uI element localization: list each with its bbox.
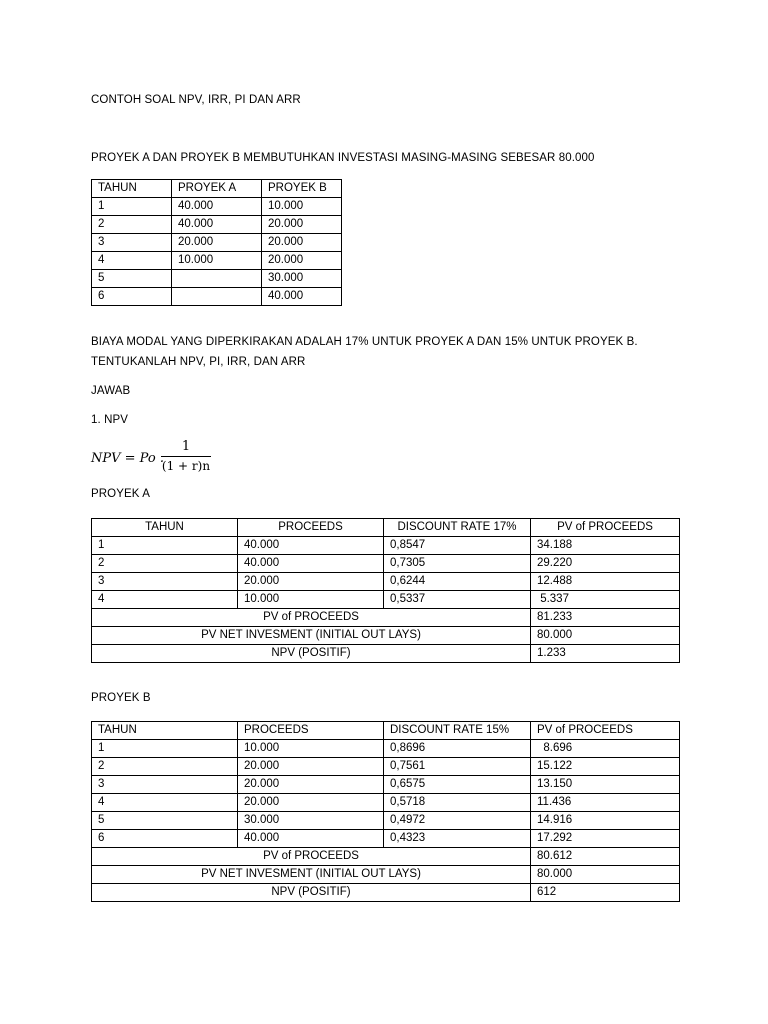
table-row <box>92 216 342 234</box>
header-cell: PROYEK B <box>262 180 342 198</box>
table-cell: 2 <box>92 758 238 776</box>
summary-value: 81.233 <box>531 609 680 627</box>
table-row <box>92 591 680 609</box>
header-cell: TAHUN <box>92 519 238 537</box>
table-cell: 6 <box>92 288 172 306</box>
table-cell: 3 <box>92 234 172 252</box>
table-cell: 13.150 <box>531 776 680 794</box>
table-cell: 11.436 <box>531 794 680 812</box>
summary-value: 80.000 <box>531 866 680 884</box>
header-cell: TAHUN <box>92 722 238 740</box>
table-cell: 0,4972 <box>384 812 531 830</box>
table-row <box>92 573 680 591</box>
npv-formula <box>91 438 241 482</box>
summary-label: PV of PROCEEDS <box>92 848 531 866</box>
table-cell <box>172 288 262 306</box>
summary-value: 1.233 <box>531 645 680 663</box>
section-npv-heading: 1. NPV <box>91 414 129 426</box>
table-cell: 20.000 <box>238 758 384 776</box>
table-cell: 40.000 <box>172 198 262 216</box>
table-cell: 20.000 <box>262 252 342 270</box>
cashflow-table <box>91 179 342 306</box>
table-cell: 6 <box>92 830 238 848</box>
table-cell: 10.000 <box>238 591 384 609</box>
header-cell: PV of PROCEEDS <box>531 722 680 740</box>
summary-row <box>92 866 680 884</box>
table-cell: 5.337 <box>531 591 680 609</box>
table-cell: 40.000 <box>262 288 342 306</box>
table-cell: 30.000 <box>262 270 342 288</box>
header-cell: PROCEEDS <box>238 722 384 740</box>
table-cell: 20.000 <box>262 216 342 234</box>
table-cell: 3 <box>92 776 238 794</box>
summary-value: 80.000 <box>531 627 680 645</box>
table-row <box>92 252 342 270</box>
table-cell: 5 <box>92 270 172 288</box>
table-row <box>92 740 680 758</box>
table-row <box>92 198 342 216</box>
table-row <box>92 830 680 848</box>
formula-denominator: (1 + r)n <box>161 459 211 473</box>
proyek-b-heading: PROYEK B <box>91 692 151 704</box>
proyek-b-table <box>91 721 680 902</box>
table-cell: 1 <box>92 537 238 555</box>
table-cell: 20.000 <box>238 794 384 812</box>
summary-row <box>92 645 680 663</box>
formula-lhs: NPV = Po . <box>91 451 164 466</box>
summary-label: NPV (POSITIF) <box>92 645 531 663</box>
table-cell: 0,6575 <box>384 776 531 794</box>
table-cell: 30.000 <box>238 812 384 830</box>
table-cell: 14.916 <box>531 812 680 830</box>
table-cell: 0,7561 <box>384 758 531 776</box>
summary-row <box>92 848 680 866</box>
table-cell: 15.122 <box>531 758 680 776</box>
table-cell: 29.220 <box>531 555 680 573</box>
fraction-bar <box>161 456 211 457</box>
table-row <box>92 288 342 306</box>
table-cell: 0,6244 <box>384 573 531 591</box>
summary-row <box>92 627 680 645</box>
table-cell: 10.000 <box>238 740 384 758</box>
intro-text: PROYEK A DAN PROYEK B MEMBUTUHKAN INVESTASI MASING-MASING SEBESAR 80.000 <box>91 152 595 164</box>
document-title: CONTOH SOAL NPV, IRR, PI DAN ARR <box>91 94 301 106</box>
table-cell: 4 <box>92 794 238 812</box>
header-cell: PROCEEDS <box>238 519 384 537</box>
table-cell: 20.000 <box>238 776 384 794</box>
table-cell: 0,8547 <box>384 537 531 555</box>
table-header-row <box>92 519 680 537</box>
formula-numerator: 1 <box>181 439 191 454</box>
table-cell: 10.000 <box>172 252 262 270</box>
table-cell: 3 <box>92 573 238 591</box>
summary-label: PV of PROCEEDS <box>92 609 531 627</box>
table-cell: 0,7305 <box>384 555 531 573</box>
table-cell: 1 <box>92 740 238 758</box>
table-cell: 5 <box>92 812 238 830</box>
question-line-2: TENTUKANLAH NPV, PI, IRR, DAN ARR <box>91 356 306 368</box>
summary-value: 612 <box>531 884 680 902</box>
table-cell: 2 <box>92 555 238 573</box>
table-cell: 0,8696 <box>384 740 531 758</box>
table-row <box>92 234 342 252</box>
table-cell: 4 <box>92 252 172 270</box>
table-row <box>92 555 680 573</box>
table-cell: 20.000 <box>238 573 384 591</box>
table-cell: 4 <box>92 591 238 609</box>
proyek-a-heading: PROYEK A <box>91 488 150 500</box>
summary-row <box>92 609 680 627</box>
header-cell: TAHUN <box>92 180 172 198</box>
proyek-a-table <box>91 518 680 663</box>
table-cell: 1 <box>92 198 172 216</box>
table-row <box>92 776 680 794</box>
question-line-1: BIAYA MODAL YANG DIPERKIRAKAN ADALAH 17% UNTUK PROYEK A DAN 15% UNTUK PROYEK B. <box>91 336 638 348</box>
answer-label: JAWAB <box>91 385 131 397</box>
summary-label: NPV (POSITIF) <box>92 884 531 902</box>
table-cell: 40.000 <box>172 216 262 234</box>
table-cell: 20.000 <box>262 234 342 252</box>
header-cell: DISCOUNT RATE 15% <box>384 722 531 740</box>
table-cell: 20.000 <box>172 234 262 252</box>
table-row <box>92 270 342 288</box>
table-cell: 34.188 <box>531 537 680 555</box>
header-cell: PV of PROCEEDS <box>531 519 680 537</box>
table-cell <box>172 270 262 288</box>
formula-fraction <box>161 438 211 475</box>
table-row <box>92 758 680 776</box>
table-cell: 0,5337 <box>384 591 531 609</box>
table-row <box>92 812 680 830</box>
table-cell: 0,5718 <box>384 794 531 812</box>
summary-label: PV NET INVESMENT (INITIAL OUT LAYS) <box>92 866 531 884</box>
table-cell: 0,4323 <box>384 830 531 848</box>
table-cell: 40.000 <box>238 830 384 848</box>
summary-label: PV NET INVESMENT (INITIAL OUT LAYS) <box>92 627 531 645</box>
table-cell: 8.696 <box>531 740 680 758</box>
table-cell: 12.488 <box>531 573 680 591</box>
table-cell: 17.292 <box>531 830 680 848</box>
table-cell: 10.000 <box>262 198 342 216</box>
summary-row <box>92 884 680 902</box>
table-header-row <box>92 180 342 198</box>
table-header-row <box>92 722 680 740</box>
table-cell: 40.000 <box>238 537 384 555</box>
header-cell: PROYEK A <box>172 180 262 198</box>
summary-value: 80.612 <box>531 848 680 866</box>
header-cell: DISCOUNT RATE 17% <box>384 519 531 537</box>
table-row <box>92 537 680 555</box>
table-cell: 2 <box>92 216 172 234</box>
table-row <box>92 794 680 812</box>
table-cell: 40.000 <box>238 555 384 573</box>
